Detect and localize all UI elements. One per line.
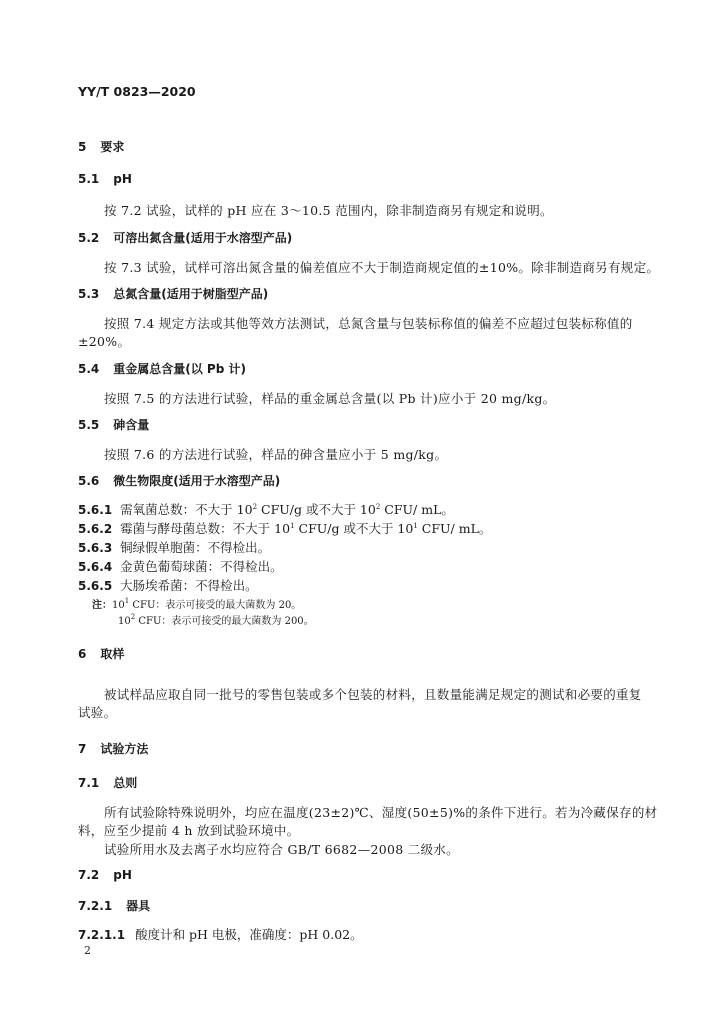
section-number: 7 xyxy=(78,742,87,756)
note-text-part: CFU：表示可接受的最大菌数为 20。 xyxy=(129,600,302,611)
item-number: 7.2.1.1 xyxy=(78,928,126,942)
section-7-heading xyxy=(78,740,148,757)
section-title: pH xyxy=(113,172,132,186)
item-superscript: 1 xyxy=(290,522,295,530)
item-text: 金黄色葡萄球菌：不得检出。 xyxy=(120,559,283,574)
item-text-part: CFU/g 或不大于 10 xyxy=(294,521,414,536)
item-5-6-4 xyxy=(78,557,283,575)
section-title: 器具 xyxy=(126,899,151,913)
section-6-text-line1: 被试样品应取自同一批号的零售包装或多个包装的材料，且数量能满足规定的测试和必要的重复 xyxy=(104,687,642,702)
item-text: 酸度计和 pH 电极，准确度：pH 0.02。 xyxy=(135,927,363,942)
item-number: 5.6.5 xyxy=(78,579,113,593)
item-5-6-5 xyxy=(78,576,258,594)
section-5-4-text: 按照 7.5 的方法进行试验，样品的重金属总含量(以 Pb 计)应小于 20 mg/kg。 xyxy=(104,391,556,406)
section-5-5-heading xyxy=(78,416,149,433)
section-number: 5.4 xyxy=(78,362,100,376)
section-7-1-text-line3: 试验所用水及去离子水均应符合 GB/T 6682—2008 二级水。 xyxy=(104,842,459,857)
section-7-2-heading xyxy=(78,868,132,882)
section-5-6-heading xyxy=(78,472,280,489)
item-number: 5.6.2 xyxy=(78,522,113,536)
section-title: 取样 xyxy=(100,647,125,661)
note-superscript: 2 xyxy=(130,613,136,621)
section-title: pH xyxy=(113,868,132,882)
section-title: 微生物限度(适用于水溶型产品) xyxy=(113,474,281,488)
item-superscript: 2 xyxy=(252,503,258,511)
note-text-part: 10 xyxy=(118,616,131,627)
section-5-1-text: 按 7.2 试验，试样的 pH 应在 3～10.5 范围内，除非制造商另有规定和说明。 xyxy=(104,203,553,218)
note-text-part: CFU：表示可接受的最大菌数为 200。 xyxy=(135,616,314,627)
note-superscript: 1 xyxy=(124,597,130,605)
item-text: 大肠埃希菌：不得检出。 xyxy=(120,578,258,593)
section-number: 5 xyxy=(78,140,87,154)
section-5-1-heading xyxy=(78,172,132,186)
section-6-heading xyxy=(78,645,124,662)
section-number: 5.3 xyxy=(78,287,100,301)
section-7-1-text-line2: 料，应至少提前 4 h 放到试验环境中。 xyxy=(78,823,300,838)
item-text-part: CFU/g 或不大于 10 xyxy=(257,502,376,517)
section-6-text-line2: 试验。 xyxy=(78,705,117,720)
section-title: 可溶出氮含量(适用于水溶型产品) xyxy=(113,231,293,245)
section-title: 总则 xyxy=(113,776,138,790)
section-5-5-text: 按照 7.6 的方法进行试验，样品的砷含量应小于 5 mg/kg。 xyxy=(104,447,448,462)
section-number: 5.2 xyxy=(78,231,100,245)
item-superscript: 1 xyxy=(413,522,418,530)
section-title: 重金属总含量(以 Pb 计) xyxy=(113,362,246,376)
note-line-2 xyxy=(118,612,314,627)
item-5-6-2 xyxy=(78,519,491,537)
item-7-2-1-1 xyxy=(78,925,363,943)
section-7-1-heading xyxy=(78,774,137,791)
section-5-3-text-line2: ±20%。 xyxy=(78,334,131,349)
section-number: 6 xyxy=(78,647,87,661)
item-text-part: 霉菌与酵母菌总数：不大于 10 xyxy=(120,521,291,536)
section-5-heading xyxy=(78,138,124,155)
section-5-3-heading xyxy=(78,285,268,302)
section-number: 5.5 xyxy=(78,418,100,432)
item-number: 5.6.3 xyxy=(78,541,113,555)
note-text-part: 10 xyxy=(112,600,125,611)
item-text-part: 需氧菌总数：不大于 10 xyxy=(120,502,253,517)
section-number: 5.6 xyxy=(78,474,100,488)
section-title: 总氮含量(适用于树脂型产品) xyxy=(113,287,269,301)
item-text-part: CFU/ mL。 xyxy=(417,521,492,536)
item-superscript: 2 xyxy=(375,503,381,511)
section-number: 5.1 xyxy=(78,172,100,186)
section-number: 7.1 xyxy=(78,776,100,790)
standard-number: YY/T 0823—2020 xyxy=(78,84,196,99)
note-label: 注： xyxy=(92,600,112,611)
item-number: 5.6.1 xyxy=(78,503,113,517)
item-5-6-1 xyxy=(78,500,454,518)
section-5-2-text: 按 7.3 试验，试样可溶出氮含量的偏差值应不大于制造商规定值的±10%。除非制造商另有规定。 xyxy=(104,260,660,275)
section-title: 试验方法 xyxy=(100,742,149,756)
item-5-6-3 xyxy=(78,538,270,556)
section-title: 要求 xyxy=(100,140,125,154)
page-number: 2 xyxy=(84,944,91,957)
note-line-1 xyxy=(92,596,301,611)
item-text-part: CFU/ mL。 xyxy=(380,502,454,517)
section-5-2-heading xyxy=(78,229,292,246)
section-5-3-text-line1: 按照 7.4 规定方法或其他等效方法测试，总氮含量与包装标称值的偏差不应超过包装标称值的 xyxy=(104,316,633,331)
section-title: 砷含量 xyxy=(113,418,150,432)
item-number: 5.6.4 xyxy=(78,560,113,574)
section-5-4-heading xyxy=(78,360,246,377)
section-number: 7.2 xyxy=(78,868,100,882)
section-number: 7.2.1 xyxy=(78,899,113,913)
section-7-1-text-line1: 所有试验除特殊说明外，均应在温度(23±2)℃、湿度(50±5)%的条件下进行。若为冷藏保存的材 xyxy=(104,805,658,820)
section-7-2-1-heading xyxy=(78,897,150,914)
item-text: 铜绿假单胞菌：不得检出。 xyxy=(120,540,271,555)
